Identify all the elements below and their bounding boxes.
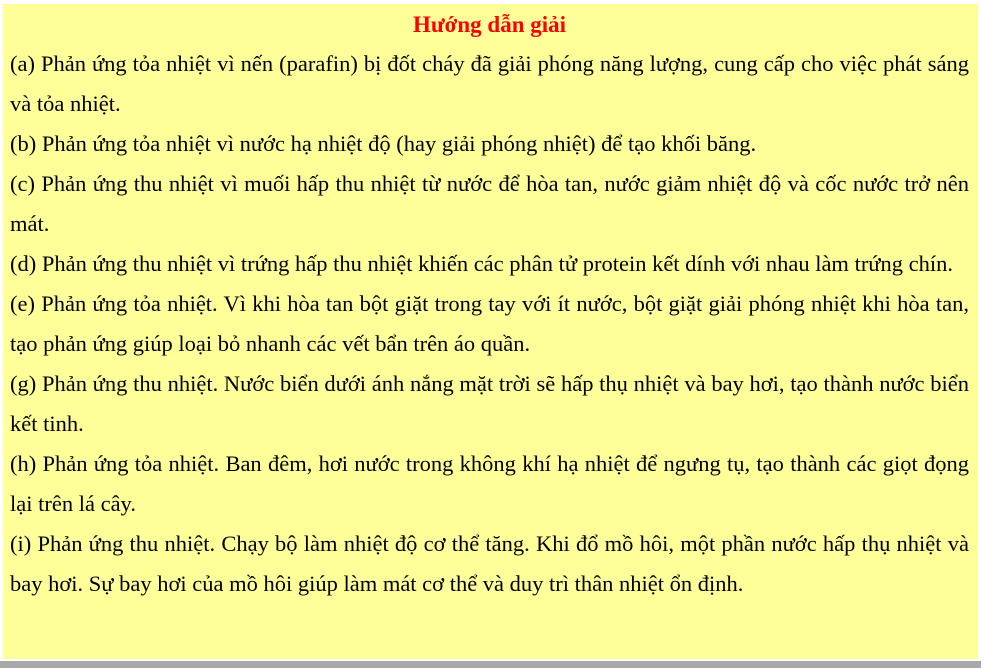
solution-paragraph-h: (h) Phản ứng tỏa nhiệt. Ban đêm, hơi nước trong không khí hạ nhiệt để ngưng tụ, tạo thành các giọt đọng lại trên lá cây. bbox=[10, 451, 969, 516]
solution-paragraph-e: (e) Phản ứng tỏa nhiệt. Vì khi hòa tan bột giặt trong tay với ít nước, bột giặt giải phóng nhiệt khi hòa tan, tạo phản ứng giúp loại bỏ nhanh các vết bẩn trên áo quần. bbox=[10, 291, 969, 356]
page-title: Hướng dẫn giải bbox=[412, 12, 567, 37]
solution-paragraph-c: (c) Phản ứng thu nhiệt vì muối hấp thu nhiệt từ nước để hòa tan, nước giảm nhiệt độ và cốc nước trở nên mát. bbox=[10, 171, 969, 236]
solution-sheet bbox=[3, 4, 978, 659]
solution-paragraph-a: (a) Phản ứng tỏa nhiệt vì nến (parafin) bị đốt cháy đã giải phóng năng lượng, cung cấp cho việc phát sáng và tỏa nhiệt. bbox=[10, 51, 969, 116]
solution-paragraph-g: (g) Phản ứng thu nhiệt. Nước biển dưới ánh nắng mặt trời sẽ hấp thụ nhiệt và bay hơi, tạo thành nước biển kết tinh. bbox=[10, 371, 969, 436]
solution-paragraph-i: (i) Phản ứng thu nhiệt. Chạy bộ làm nhiệt độ cơ thể tăng. Khi đổ mồ hôi, một phần nước hấp thụ nhiệt và bay hơi. Sự bay hơi của mồ hôi giúp làm mát cơ thể và duy trì thân nhiệt ổn định. bbox=[10, 531, 969, 596]
solution-paragraph-b: (b) Phản ứng tỏa nhiệt vì nước hạ nhiệt độ (hay giải phóng nhiệt) để tạo khối băng. bbox=[10, 131, 757, 156]
bottom-gray-strip bbox=[0, 661, 981, 668]
solution-paragraph-d: (d) Phản ứng thu nhiệt vì trứng hấp thu nhiệt khiến các phân tử protein kết dính với nhau làm trứng chín. bbox=[10, 251, 953, 276]
